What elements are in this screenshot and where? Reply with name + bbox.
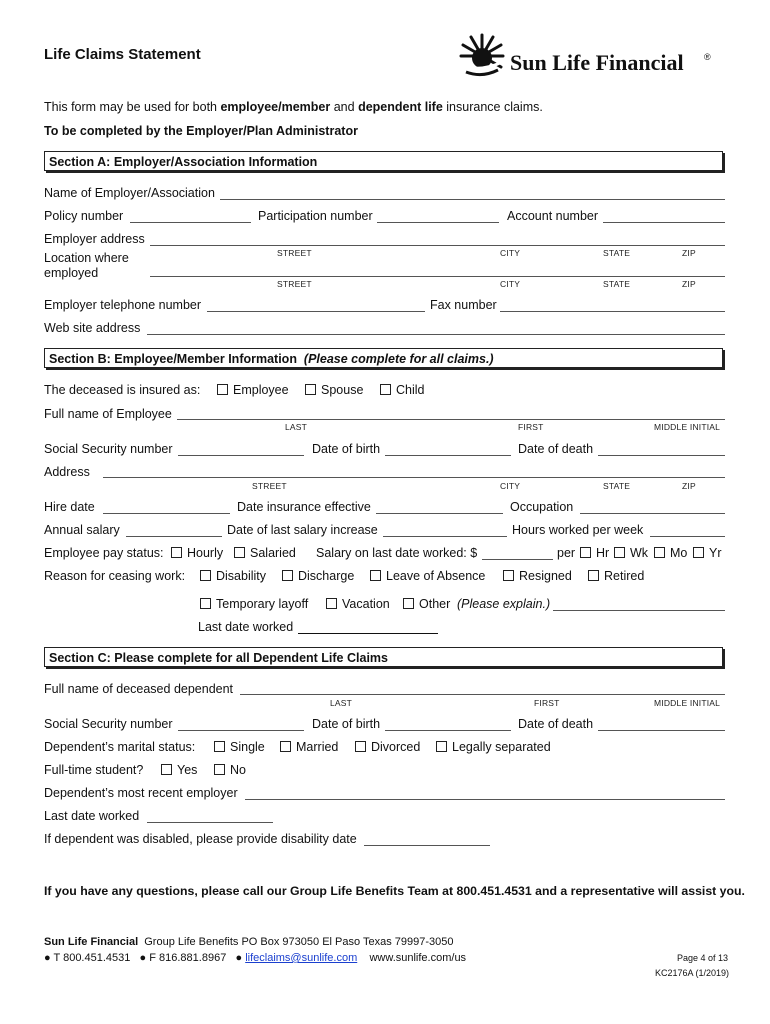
separated-checkbox[interactable]: [436, 741, 447, 752]
married-label: Married: [296, 740, 339, 754]
participation-label: Participation number: [258, 209, 373, 223]
completed-by: To be completed by the Employer/Plan Administrator: [44, 124, 358, 138]
city-caption: CITY: [500, 248, 521, 258]
street-caption-3: STREET: [252, 481, 287, 491]
sun-logo-icon: [458, 32, 506, 80]
address-field[interactable]: [103, 477, 725, 478]
account-label: Account number: [507, 209, 599, 223]
dob-label: Date of birth: [312, 442, 381, 456]
website-label: Web site address: [44, 321, 141, 335]
zip-caption: ZIP: [682, 248, 696, 258]
yr-checkbox[interactable]: [693, 547, 704, 558]
wk-label: Wk: [630, 546, 649, 560]
dep-first-caption: FIRST: [534, 698, 560, 708]
dep-ssn-label: Social Security number: [44, 717, 173, 731]
intro-bold-dependent: dependent life: [358, 100, 443, 114]
footer-address-line: [44, 936, 453, 948]
dep-ssn-field[interactable]: [178, 730, 304, 731]
child-checkbox[interactable]: [380, 384, 391, 395]
fax-label: Fax number: [430, 298, 497, 312]
registered-mark: ®: [704, 52, 711, 62]
city-caption-3: CITY: [500, 481, 521, 491]
student-no-label: No: [230, 763, 246, 777]
dep-dod-field[interactable]: [598, 730, 725, 731]
street-caption: STREET: [277, 248, 312, 258]
last-caption: LAST: [285, 422, 308, 432]
student-no-checkbox[interactable]: [214, 764, 225, 775]
last-increase-field[interactable]: [383, 536, 507, 537]
dep-last-worked-label: Last date worked: [44, 809, 140, 823]
resigned-checkbox[interactable]: [503, 570, 514, 581]
section-a-header: Section A: Employer/Association Information: [44, 151, 723, 171]
dod-field[interactable]: [598, 455, 725, 456]
divorced-label: Divorced: [371, 740, 421, 754]
state-caption-2: STATE: [603, 279, 631, 289]
middle-caption: MIDDLE INITIAL: [654, 422, 721, 432]
recent-employer-field[interactable]: [245, 799, 725, 800]
dep-dob-label: Date of birth: [312, 717, 381, 731]
vacation-label: Vacation: [342, 597, 390, 611]
last-date-worked-label: Last date worked: [198, 620, 294, 634]
annual-salary-field[interactable]: [126, 536, 222, 537]
location-field[interactable]: [150, 276, 725, 277]
wk-checkbox[interactable]: [614, 547, 625, 558]
telephone-field[interactable]: [207, 311, 425, 312]
mo-label: Mo: [670, 546, 688, 560]
footer-phone: ● T 800.451.4531: [44, 952, 131, 964]
hire-date-field[interactable]: [103, 513, 230, 514]
dod-label: Date of death: [518, 442, 594, 456]
dep-last-caption: LAST: [330, 698, 353, 708]
deceased-insured-label: The deceased is insured as:: [44, 383, 201, 397]
address-label: Address: [44, 465, 90, 479]
discharge-label: Discharge: [298, 569, 355, 583]
employee-name-field[interactable]: [177, 419, 725, 420]
ssn-label: Social Security number: [44, 442, 173, 456]
yr-label: Yr: [709, 546, 722, 560]
dependent-name-label: Full name of deceased dependent: [44, 682, 234, 696]
salary-last-label: Salary on last date worked: $: [316, 546, 478, 560]
hourly-checkbox[interactable]: [171, 547, 182, 558]
footer-company: Sun Life Financial: [44, 936, 139, 948]
employer-address-field[interactable]: [150, 245, 725, 246]
recent-employer-label: Dependent’s most recent employer: [44, 786, 238, 800]
participation-field[interactable]: [377, 222, 499, 223]
date-effective-label: Date insurance effective: [237, 500, 371, 514]
single-label: Single: [230, 740, 265, 754]
retired-checkbox[interactable]: [588, 570, 599, 581]
student-label: Full-time student?: [44, 763, 144, 777]
disability-checkbox[interactable]: [200, 570, 211, 581]
date-effective-field[interactable]: [376, 513, 503, 514]
last-date-worked-field[interactable]: [298, 633, 438, 634]
dob-field[interactable]: [385, 455, 511, 456]
discharge-checkbox[interactable]: [282, 570, 293, 581]
spouse-checkbox[interactable]: [305, 384, 316, 395]
location-label: Location where: [44, 251, 129, 265]
mo-checkbox[interactable]: [654, 547, 665, 558]
city-caption-2: CITY: [500, 279, 521, 289]
website-link[interactable]: www.sunlife.com/us: [369, 952, 467, 964]
footer-fax: ● F 816.881.8967: [139, 952, 227, 964]
account-field[interactable]: [603, 222, 725, 223]
hourly-label: Hourly: [187, 546, 224, 560]
explain-label: (Please explain.): [457, 597, 551, 611]
state-caption: STATE: [603, 248, 631, 258]
divorced-checkbox[interactable]: [355, 741, 366, 752]
temp-layoff-checkbox[interactable]: [200, 598, 211, 609]
policy-label: Policy number: [44, 209, 124, 223]
leave-label: Leave of Absence: [386, 569, 486, 583]
resigned-label: Resigned: [519, 569, 572, 583]
disability-date-field[interactable]: [364, 845, 490, 846]
dep-middle-caption: MIDDLE INITIAL: [654, 698, 721, 708]
disability-label: Disability: [216, 569, 267, 583]
dep-last-worked-field[interactable]: [147, 822, 273, 823]
retired-label: Retired: [604, 569, 645, 583]
state-caption-3: STATE: [603, 481, 631, 491]
vacation-checkbox[interactable]: [326, 598, 337, 609]
dep-dob-field[interactable]: [385, 730, 511, 731]
hr-checkbox[interactable]: [580, 547, 591, 558]
last-increase-label: Date of last salary increase: [227, 523, 378, 537]
first-caption: FIRST: [518, 422, 544, 432]
zip-caption-3: ZIP: [682, 481, 696, 491]
child-option-label: Child: [396, 383, 425, 397]
hr-label: Hr: [596, 546, 610, 560]
hours-week-label: Hours worked per week: [512, 523, 644, 537]
policy-field[interactable]: [130, 222, 251, 223]
other-label: Other: [419, 597, 451, 611]
section-b-title: Section B: Employee/Member Information: [49, 352, 297, 366]
separated-label: Legally separated: [452, 740, 551, 754]
employer-name-label: Name of Employer/Association: [44, 186, 215, 200]
other-explain-field[interactable]: [553, 610, 725, 611]
street-caption-2: STREET: [277, 279, 312, 289]
disabled-label: If dependent was disabled, please provide disability date: [44, 832, 357, 846]
other-checkbox[interactable]: [403, 598, 414, 609]
employee-option-label: Employee: [233, 383, 289, 397]
page-title: Life Claims Statement: [44, 46, 201, 63]
occupation-label: Occupation: [510, 500, 574, 514]
brand-name: Sun Life Financial: [510, 50, 684, 75]
single-checkbox[interactable]: [214, 741, 225, 752]
salaried-label: Salaried: [250, 546, 296, 560]
marital-label: Dependent’s marital status:: [44, 740, 196, 754]
salary-last-field[interactable]: [482, 559, 553, 560]
leave-checkbox[interactable]: [370, 570, 381, 581]
section-b-header: [44, 348, 723, 368]
website-field[interactable]: [147, 334, 725, 335]
intro-mid: and: [330, 100, 359, 114]
per-label: per: [557, 546, 576, 560]
zip-caption-2: ZIP: [682, 279, 696, 289]
ssn-field[interactable]: [178, 455, 304, 456]
temp-layoff-label: Temporary layoff: [216, 597, 309, 611]
fax-field[interactable]: [500, 311, 725, 312]
footer-bullet: ●: [235, 952, 243, 964]
hire-date-label: Hire date: [44, 500, 95, 514]
employee-checkbox[interactable]: [217, 384, 228, 395]
location-label-2: employed: [44, 266, 99, 280]
intro-bold-employee: employee/member: [220, 100, 331, 114]
footer-address: Group Life Benefits PO Box 973050 El Paso Texas 79997-3050: [144, 936, 454, 948]
dependent-name-field[interactable]: [240, 694, 725, 695]
pay-status-label: Employee pay status:: [44, 546, 164, 560]
occupation-field[interactable]: [580, 513, 725, 514]
spouse-option-label: Spouse: [321, 383, 364, 397]
hours-week-field[interactable]: [650, 536, 725, 537]
salaried-checkbox[interactable]: [234, 547, 245, 558]
email-link[interactable]: lifeclaims@sunlife.com: [245, 952, 358, 964]
telephone-label: Employer telephone number: [44, 298, 202, 312]
intro-post: insurance claims.: [442, 100, 543, 114]
page-number: Page 4 of 13: [677, 953, 729, 963]
annual-salary-label: Annual salary: [44, 523, 120, 537]
form-id: KC2176A (1/2019): [655, 968, 730, 978]
employer-name-field[interactable]: [220, 199, 725, 200]
employer-address-label: Employer address: [44, 232, 145, 246]
student-yes-checkbox[interactable]: [161, 764, 172, 775]
questions-text: If you have any questions, please call our Group Life Benefits Team at 800.451.4531 and a representative will assist you.: [44, 884, 745, 898]
section-c-header: Section C: Please complete for all Dependent Life Claims: [44, 647, 723, 667]
dep-dod-label: Date of death: [518, 717, 594, 731]
student-yes-label: Yes: [177, 763, 198, 777]
section-b-note: (Please complete for all claims.): [303, 352, 494, 366]
employee-name-label: Full name of Employee: [44, 407, 172, 421]
footer-contact-line: [44, 952, 466, 964]
intro-text: [44, 100, 543, 114]
intro-pre: This form may be used for both: [44, 100, 221, 114]
reason-label: Reason for ceasing work:: [44, 569, 186, 583]
married-checkbox[interactable]: [280, 741, 291, 752]
